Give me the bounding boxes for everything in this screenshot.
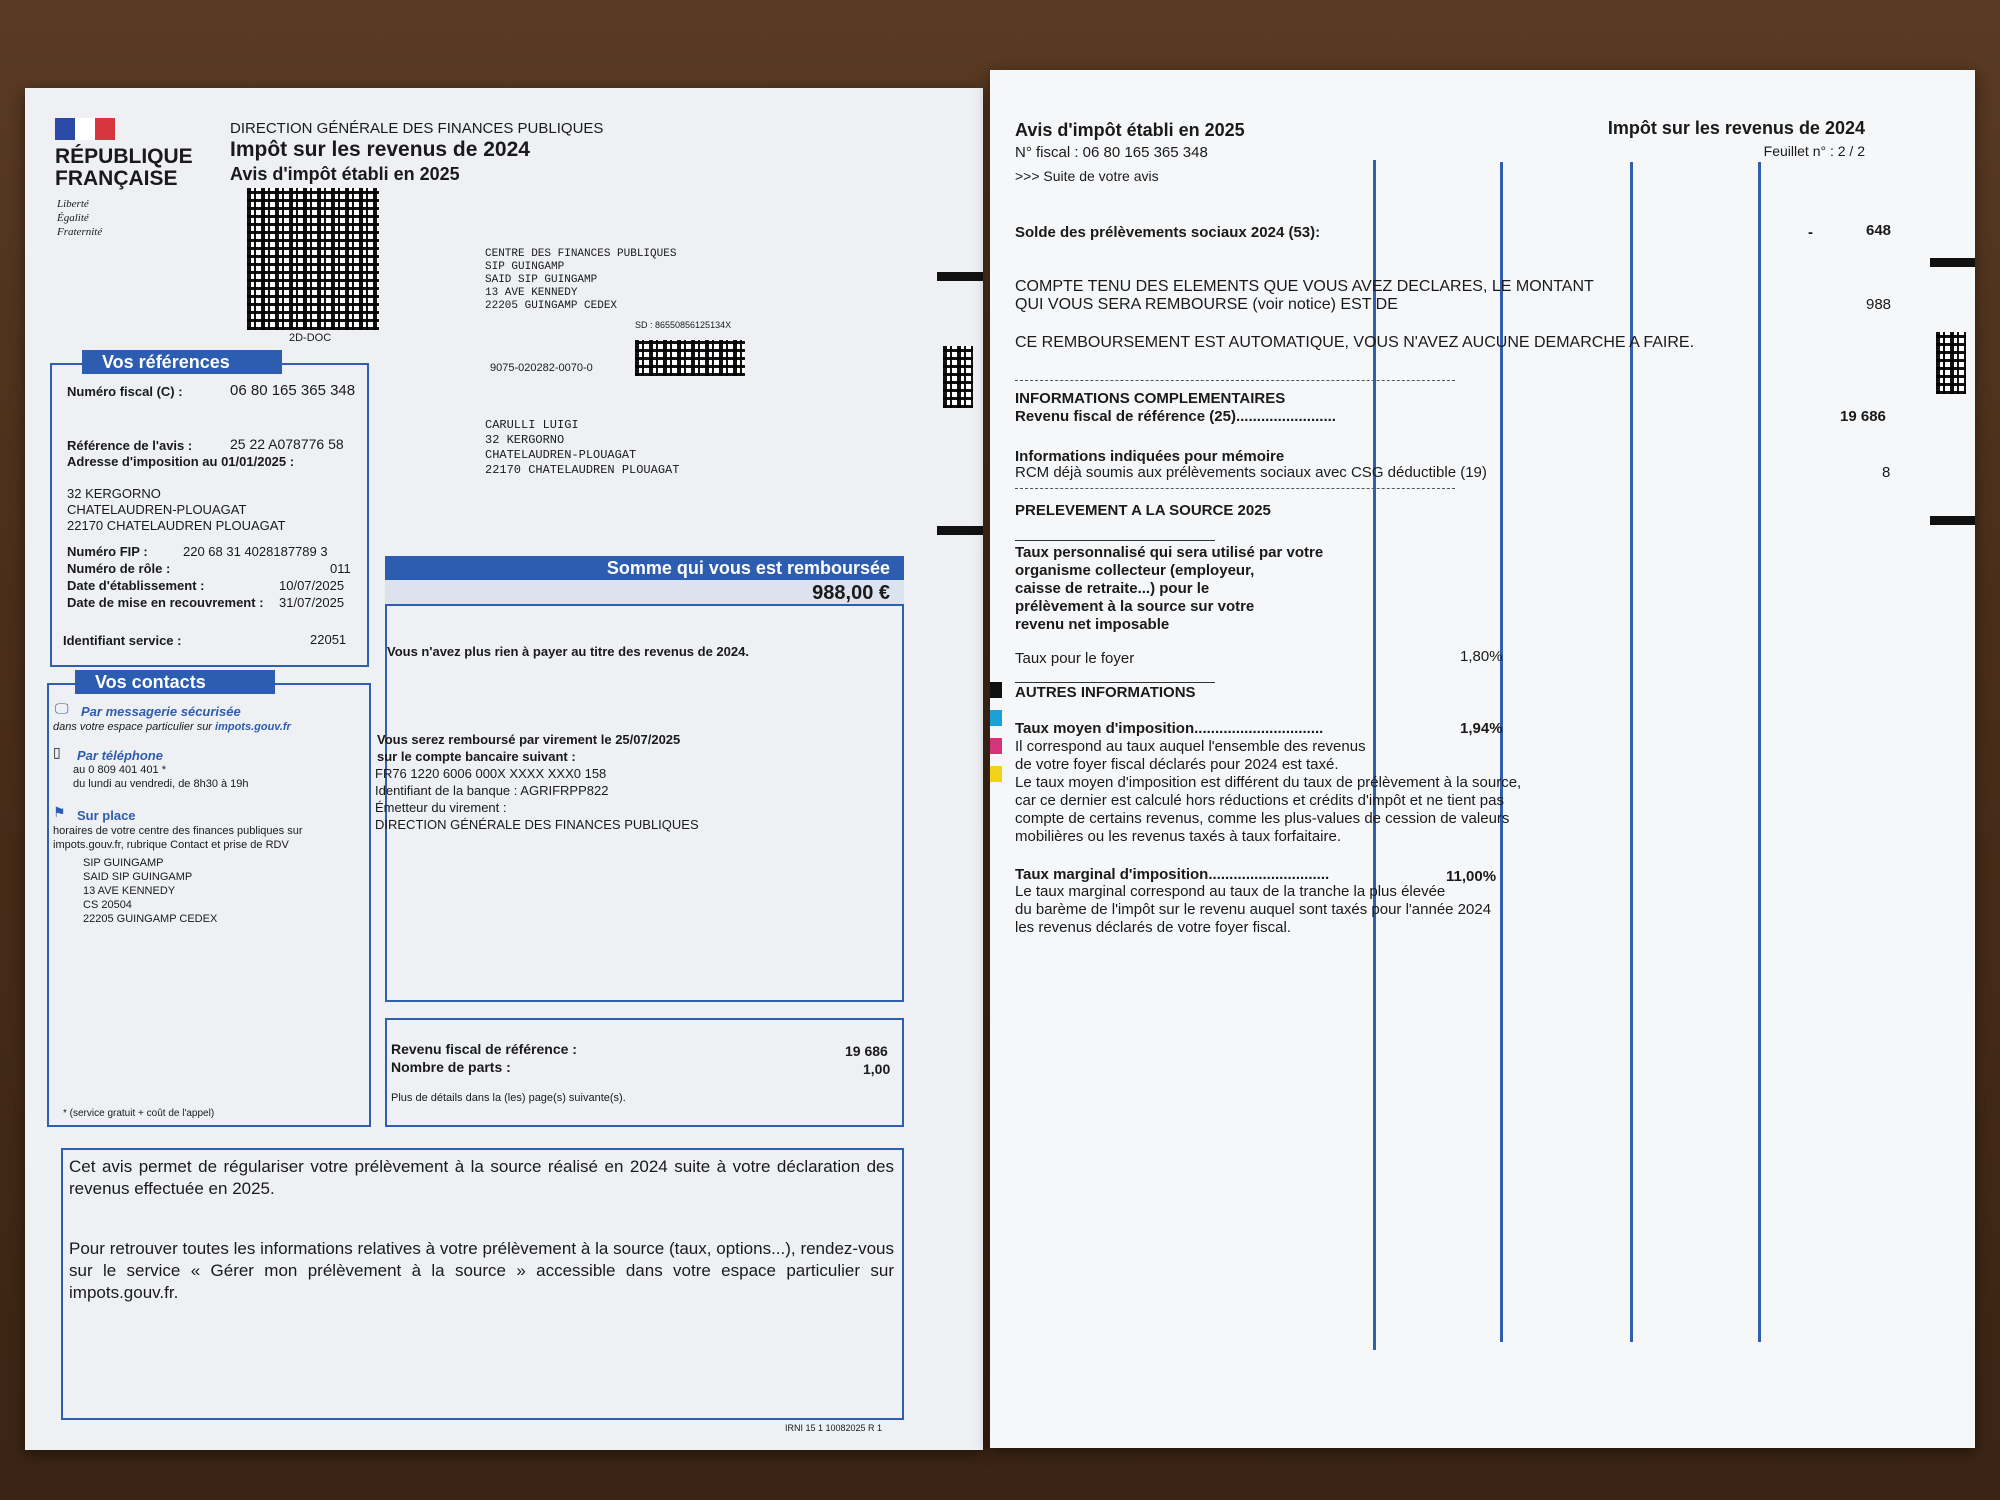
rcm-value: 8 bbox=[1882, 464, 1891, 481]
column-divider bbox=[1758, 162, 1761, 1342]
pas-title: PRELEVEMENT A LA SOURCE 2025 bbox=[1015, 502, 1271, 519]
recipient-address: CARULLI LUIGI 32 KERGORNO CHATELAUDREN-PLOUAGAT 22170 CHATELAUDREN PLOUAGAT bbox=[485, 418, 680, 477]
nothing-to-pay: Vous n'avez plus rien à payer au titre des revenus de 2024. bbox=[387, 644, 749, 659]
info-paragraph-2: Pour retrouver toutes les informations relatives à votre prélèvement à la source (taux, options...), rendez-vous sur le service « Gérer mon prélèvement à la source » accessible dans votre espace particulier sur impots.gouv.fr. bbox=[69, 1239, 894, 1302]
french-flag-logo bbox=[55, 118, 115, 140]
barcode-small bbox=[635, 340, 745, 376]
registration-mark bbox=[1930, 258, 1975, 267]
issuer: DIRECTION GÉNÉRALE DES FINANCES PUBLIQUES bbox=[375, 817, 699, 832]
refund-statement-line2: QUI VOUS SERA REMBOURSE (voir notice) EST DE bbox=[1015, 296, 1398, 313]
social-levies-value: 648 bbox=[1866, 222, 1892, 239]
color-mark-black bbox=[990, 682, 1002, 698]
motto-3: Fraternité bbox=[57, 226, 103, 238]
personal-rate-text: Taux personnalisé qui sera utilisé par votre organisme collecteur (employeur, caisse de retraite...) pour le prélèvement à la source sur votre revenu net imposable bbox=[1015, 544, 1324, 633]
fip-value: 220 68 31 4028187789 3 bbox=[183, 544, 328, 559]
registration-mark bbox=[937, 272, 983, 281]
parts-value: 1,00 bbox=[863, 1061, 891, 1077]
phone-icon: ▯ bbox=[53, 744, 61, 760]
phone-hours: du lundi au vendredi, de 8h30 à 19h bbox=[73, 778, 249, 790]
role-value: 011 bbox=[330, 561, 351, 576]
rfr-ref-value: 19 686 bbox=[1840, 408, 1886, 425]
marginal-rate-explanation: Le taux marginal correspond au taux de la tranche la plus élevée du barème de l'impôt sur le revenu auquel sont taxés pour l'année 2024 les revenus déclarés de votre foyer fiscal. bbox=[1015, 883, 1492, 936]
household-rate-label: Taux pour le foyer bbox=[1015, 650, 1135, 667]
2d-doc-barcode bbox=[247, 188, 379, 330]
rfr-ref-label: Revenu fiscal de référence (25)........................ bbox=[1015, 408, 1336, 425]
memo-title: Informations indiquées pour mémoire bbox=[1015, 448, 1285, 465]
refund-header: Somme qui vous est remboursée bbox=[385, 556, 904, 580]
contacts-header: Vos contacts bbox=[75, 670, 275, 694]
average-rate-explanation: Il correspond au taux auquel l'ensemble des revenus de votre foyer fiscal déclarés pour 2024 est taxé. Le taux moyen d'imposition est différent du taux de prélèvement à la source, car ce dernier est calculé hors réductions et crédits d'impôt et ne tient pas compte de certains revenus, comme les plus-values de cession de valeurs mobilières ou les revenus taxés à taux forfaitaire. bbox=[1015, 738, 1522, 845]
parts-label: Nombre de parts : bbox=[391, 1059, 511, 1075]
motto-2: Égalité bbox=[57, 212, 89, 224]
fiscal-number-value: 06 80 165 365 348 bbox=[230, 382, 356, 399]
refund-amount: 988,00 € bbox=[385, 580, 904, 606]
separator bbox=[1015, 488, 1455, 489]
location-icon: ⚑ bbox=[53, 804, 66, 820]
reference-code: 9075-020282-0070-0 bbox=[490, 362, 593, 374]
phone-number: au 0 809 401 401 * bbox=[73, 764, 166, 776]
registration-mark bbox=[937, 526, 983, 535]
avis-reference-label: Référence de l'avis : bbox=[67, 438, 193, 453]
color-mark-cyan bbox=[990, 710, 1002, 726]
rfr-label: Revenu fiscal de référence : bbox=[391, 1041, 577, 1057]
page2-fiscal-number: N° fiscal : 06 80 165 365 348 bbox=[1015, 144, 1208, 161]
computer-icon: 🖵 bbox=[55, 700, 69, 716]
issuer-label: Émetteur du virement : bbox=[375, 800, 507, 815]
document-title: Impôt sur les revenus de 2024 bbox=[230, 138, 530, 161]
on-site-title: Sur place bbox=[77, 808, 136, 823]
household-rate-value: 1,80% bbox=[1460, 648, 1503, 665]
call-footnote: * (service gratuit + coût de l'appel) bbox=[63, 1108, 215, 1119]
side-barcode bbox=[943, 346, 973, 408]
rfr-value: 19 686 bbox=[845, 1043, 888, 1059]
motto-1: Liberté bbox=[57, 198, 89, 210]
sd-code: SD : 86550856125134X bbox=[635, 320, 732, 330]
average-rate-value: 1,94% bbox=[1460, 720, 1503, 737]
automatic-refund-note: CE REMBOURSEMENT EST AUTOMATIQUE, VOUS N'AVEZ AUCUNE DEMARCHE A FAIRE. bbox=[1015, 334, 1695, 351]
bank-id: Identifiant de la banque : AGRIFRPP822 bbox=[375, 783, 609, 798]
on-site-text: horaires de votre centre des finances publiques sur impots.gouv.fr, rubrique Contact et prise de RDV bbox=[53, 825, 303, 851]
service-id-value: 22051 bbox=[310, 632, 347, 647]
establishment-date-label: Date d'établissement : bbox=[67, 578, 205, 593]
separator bbox=[1015, 540, 1215, 541]
registration-mark bbox=[1930, 516, 1975, 525]
document-subtitle: Avis d'impôt établi en 2025 bbox=[230, 164, 460, 184]
page2-title-right: Impôt sur les revenus de 2024 bbox=[1607, 118, 1865, 138]
establishment-date-value: 10/07/2025 bbox=[279, 578, 345, 593]
tax-address-label: Adresse d'imposition au 01/01/2025 : bbox=[67, 454, 295, 469]
more-details-note: Plus de détails dans la (les) page(s) suivante(s). bbox=[391, 1092, 626, 1104]
refund-statement-line1: COMPTE TENU DES ELEMENTS QUE VOUS AVEZ DECLARES, LE MONTANT bbox=[1015, 278, 1594, 295]
secure-messaging-title: Par messagerie sécurisée bbox=[81, 704, 241, 719]
average-rate-label: Taux moyen d'imposition............................... bbox=[1015, 720, 1324, 737]
social-levies-label: Solde des prélèvements sociaux 2024 (53): bbox=[1015, 224, 1321, 241]
refund-statement-value: 988 bbox=[1866, 296, 1892, 313]
fip-label: Numéro FIP : bbox=[67, 544, 148, 559]
separator bbox=[1015, 380, 1455, 381]
references-header: Vos références bbox=[82, 350, 282, 374]
2d-doc-label: 2D-DOC bbox=[289, 332, 332, 344]
continuation-note: >>> Suite de votre avis bbox=[1015, 168, 1159, 184]
fiscal-number-label: Numéro fiscal (C) : bbox=[67, 384, 183, 399]
color-mark-magenta bbox=[990, 738, 1002, 754]
avis-reference-value: 25 22 A078776 58 bbox=[230, 436, 344, 452]
color-mark-yellow bbox=[990, 766, 1002, 782]
page2-title-left: Avis d'impôt établi en 2025 bbox=[1015, 120, 1245, 140]
transfer-account-label: sur le compte bancaire suivant : bbox=[377, 749, 576, 764]
separator bbox=[1015, 682, 1215, 683]
tax-notice-page-1 bbox=[25, 88, 983, 1450]
page2-sheet-number: Feuillet n° : 2 / 2 bbox=[1763, 143, 1865, 159]
transfer-date: Vous serez remboursé par virement le 25/07/2025 bbox=[377, 732, 681, 747]
service-id-label: Identifiant service : bbox=[63, 633, 182, 648]
footer-code: IRNI 15 1 10082025 R 1 bbox=[785, 1423, 883, 1433]
info-paragraph-1: Cet avis permet de régulariser votre prélèvement à la source réalisé en 2024 suite à votre déclaration des revenus effectuée en 2025. bbox=[69, 1157, 894, 1198]
other-info-title: AUTRES INFORMATIONS bbox=[1015, 684, 1196, 701]
tax-notice-page-2 bbox=[990, 70, 1975, 1448]
tax-centre-address: CENTRE DES FINANCES PUBLIQUES SIP GUINGAMP SAID SIP GUINGAMP 13 AVE KENNEDY 22205 GUINGAMP CEDEX bbox=[485, 248, 677, 312]
collection-date-value: 31/07/2025 bbox=[279, 595, 345, 610]
role-label: Numéro de rôle : bbox=[67, 561, 171, 576]
rcm-label: RCM déjà soumis aux prélèvements sociaux avec CSG déductible (19) bbox=[1015, 464, 1487, 481]
direction-name: DIRECTION GÉNÉRALE DES FINANCES PUBLIQUES bbox=[230, 120, 604, 137]
on-site-address: SIP GUINGAMP SAID SIP GUINGAMP 13 AVE KENNEDY CS 20504 22205 GUINGAMP CEDEX bbox=[83, 857, 218, 925]
social-levies-sign: - bbox=[1808, 224, 1813, 241]
marginal-rate-value: 11,00% bbox=[1446, 868, 1497, 885]
additional-info-title: INFORMATIONS COMPLEMENTAIRES bbox=[1015, 390, 1286, 407]
marginal-rate-label: Taux marginal d'imposition............................. bbox=[1015, 866, 1330, 883]
collection-date-label: Date de mise en recouvrement : bbox=[67, 595, 264, 610]
impots-link[interactable]: impots.gouv.fr bbox=[215, 721, 291, 733]
republic-name-1: RÉPUBLIQUE bbox=[55, 145, 193, 168]
secure-messaging-text: dans votre espace particulier sur impots.gouv.fr bbox=[53, 721, 291, 733]
republic-name-2: FRANÇAISE bbox=[55, 167, 178, 190]
phone-title: Par téléphone bbox=[77, 748, 163, 763]
tax-address: 32 KERGORNO CHATELAUDREN-PLOUAGAT 22170 CHATELAUDREN PLOUAGAT bbox=[67, 486, 286, 533]
side-barcode bbox=[1936, 332, 1966, 394]
iban: FR76 1220 6006 000X XXXX XXX0 158 bbox=[375, 766, 607, 781]
